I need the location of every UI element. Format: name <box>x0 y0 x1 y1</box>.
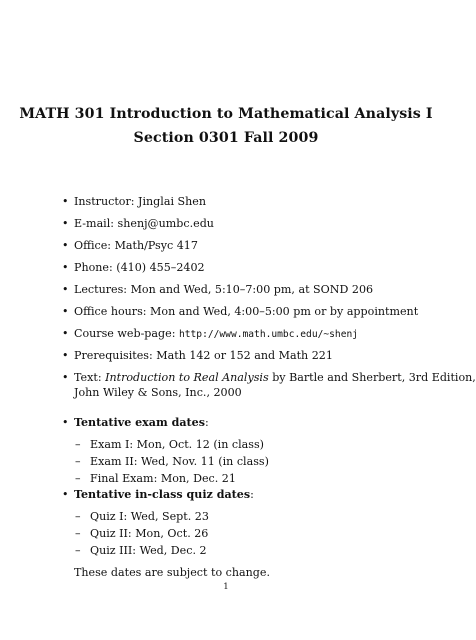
textbook-label: Text: <box>74 371 106 384</box>
exam-item-text: Final Exam: Mon, Dec. 21 <box>90 472 236 485</box>
exam-item <box>75 472 236 485</box>
dash-icon: – <box>75 510 81 523</box>
quiz-dates-heading-line <box>74 488 254 502</box>
bullet-icon: • <box>62 239 69 252</box>
bullet-icon: • <box>62 195 69 208</box>
bullet-icon: • <box>62 488 69 501</box>
dash-icon: – <box>75 527 81 540</box>
bullet-icon: • <box>62 371 69 384</box>
textbook-title: Introduction to Real Analysis <box>105 371 269 384</box>
webpage-link[interactable]: http://www.math.umbc.edu/~shenj <box>178 329 359 340</box>
dash-icon: – <box>75 544 81 557</box>
webpage-label: Course web-page: <box>74 327 179 340</box>
exam-dates-heading-line <box>74 416 209 430</box>
exam-item <box>75 455 269 468</box>
quiz-item-text: Quiz I: Wed, Sept. 23 <box>90 510 209 523</box>
bullet-icon: • <box>62 217 69 230</box>
instructor-text: Instructor: Jinglai Shen <box>74 195 206 208</box>
exam-item <box>75 438 264 451</box>
office-hours-text: Office hours: Mon and Wed, 4:00–5:00 pm or by appointment <box>74 305 419 318</box>
exam-item-text: Exam I: Mon, Oct. 12 (in class) <box>90 438 264 451</box>
quiz-item <box>75 544 207 557</box>
quiz-item <box>75 527 208 540</box>
office-text: Office: Math/Psyc 417 <box>74 239 198 252</box>
quiz-dates-heading: Tentative in-class quiz dates <box>74 488 251 501</box>
quiz-item <box>75 510 209 523</box>
course-title: MATH 301 Introduction to Mathematical Analysis I <box>19 106 433 122</box>
prerequisites-text: Prerequisites: Math 142 or 152 and Math 221 <box>74 349 333 362</box>
textbook-authors: by Bartle and Sherbert, 3rd Edition, <box>268 371 476 384</box>
email-text: E-mail: shenj@umbc.edu <box>74 217 214 230</box>
dates-note: These dates are subject to change. <box>74 566 270 579</box>
exam-dates-heading: Tentative exam dates <box>74 416 205 429</box>
quiz-dates-colon: : <box>250 488 254 501</box>
bullet-icon: • <box>62 349 69 362</box>
bullet-icon: • <box>62 305 69 318</box>
bullet-icon: • <box>62 283 69 296</box>
lectures-text: Lectures: Mon and Wed, 5:10–7:00 pm, at SOND 206 <box>74 283 374 296</box>
dash-icon: – <box>75 455 81 468</box>
webpage-line <box>74 327 358 342</box>
quiz-item-text: Quiz III: Wed, Dec. 2 <box>90 544 207 557</box>
bullet-icon: • <box>62 327 69 340</box>
textbook-line-2: John Wiley & Sons, Inc., 2000 <box>74 386 242 399</box>
exam-dates-colon: : <box>204 416 209 429</box>
dash-icon: – <box>75 472 81 485</box>
quiz-item-text: Quiz II: Mon, Oct. 26 <box>90 527 209 540</box>
page-number: 1 <box>223 582 229 592</box>
textbook-line-1 <box>74 371 476 385</box>
course-section: Section 0301 Fall 2009 <box>133 130 319 146</box>
bullet-icon: • <box>62 416 69 429</box>
exam-item-text: Exam II: Wed, Nov. 11 (in class) <box>90 455 269 468</box>
dash-icon: – <box>75 438 81 451</box>
phone-text: Phone: (410) 455–2402 <box>74 261 205 274</box>
bullet-icon: • <box>62 261 69 274</box>
